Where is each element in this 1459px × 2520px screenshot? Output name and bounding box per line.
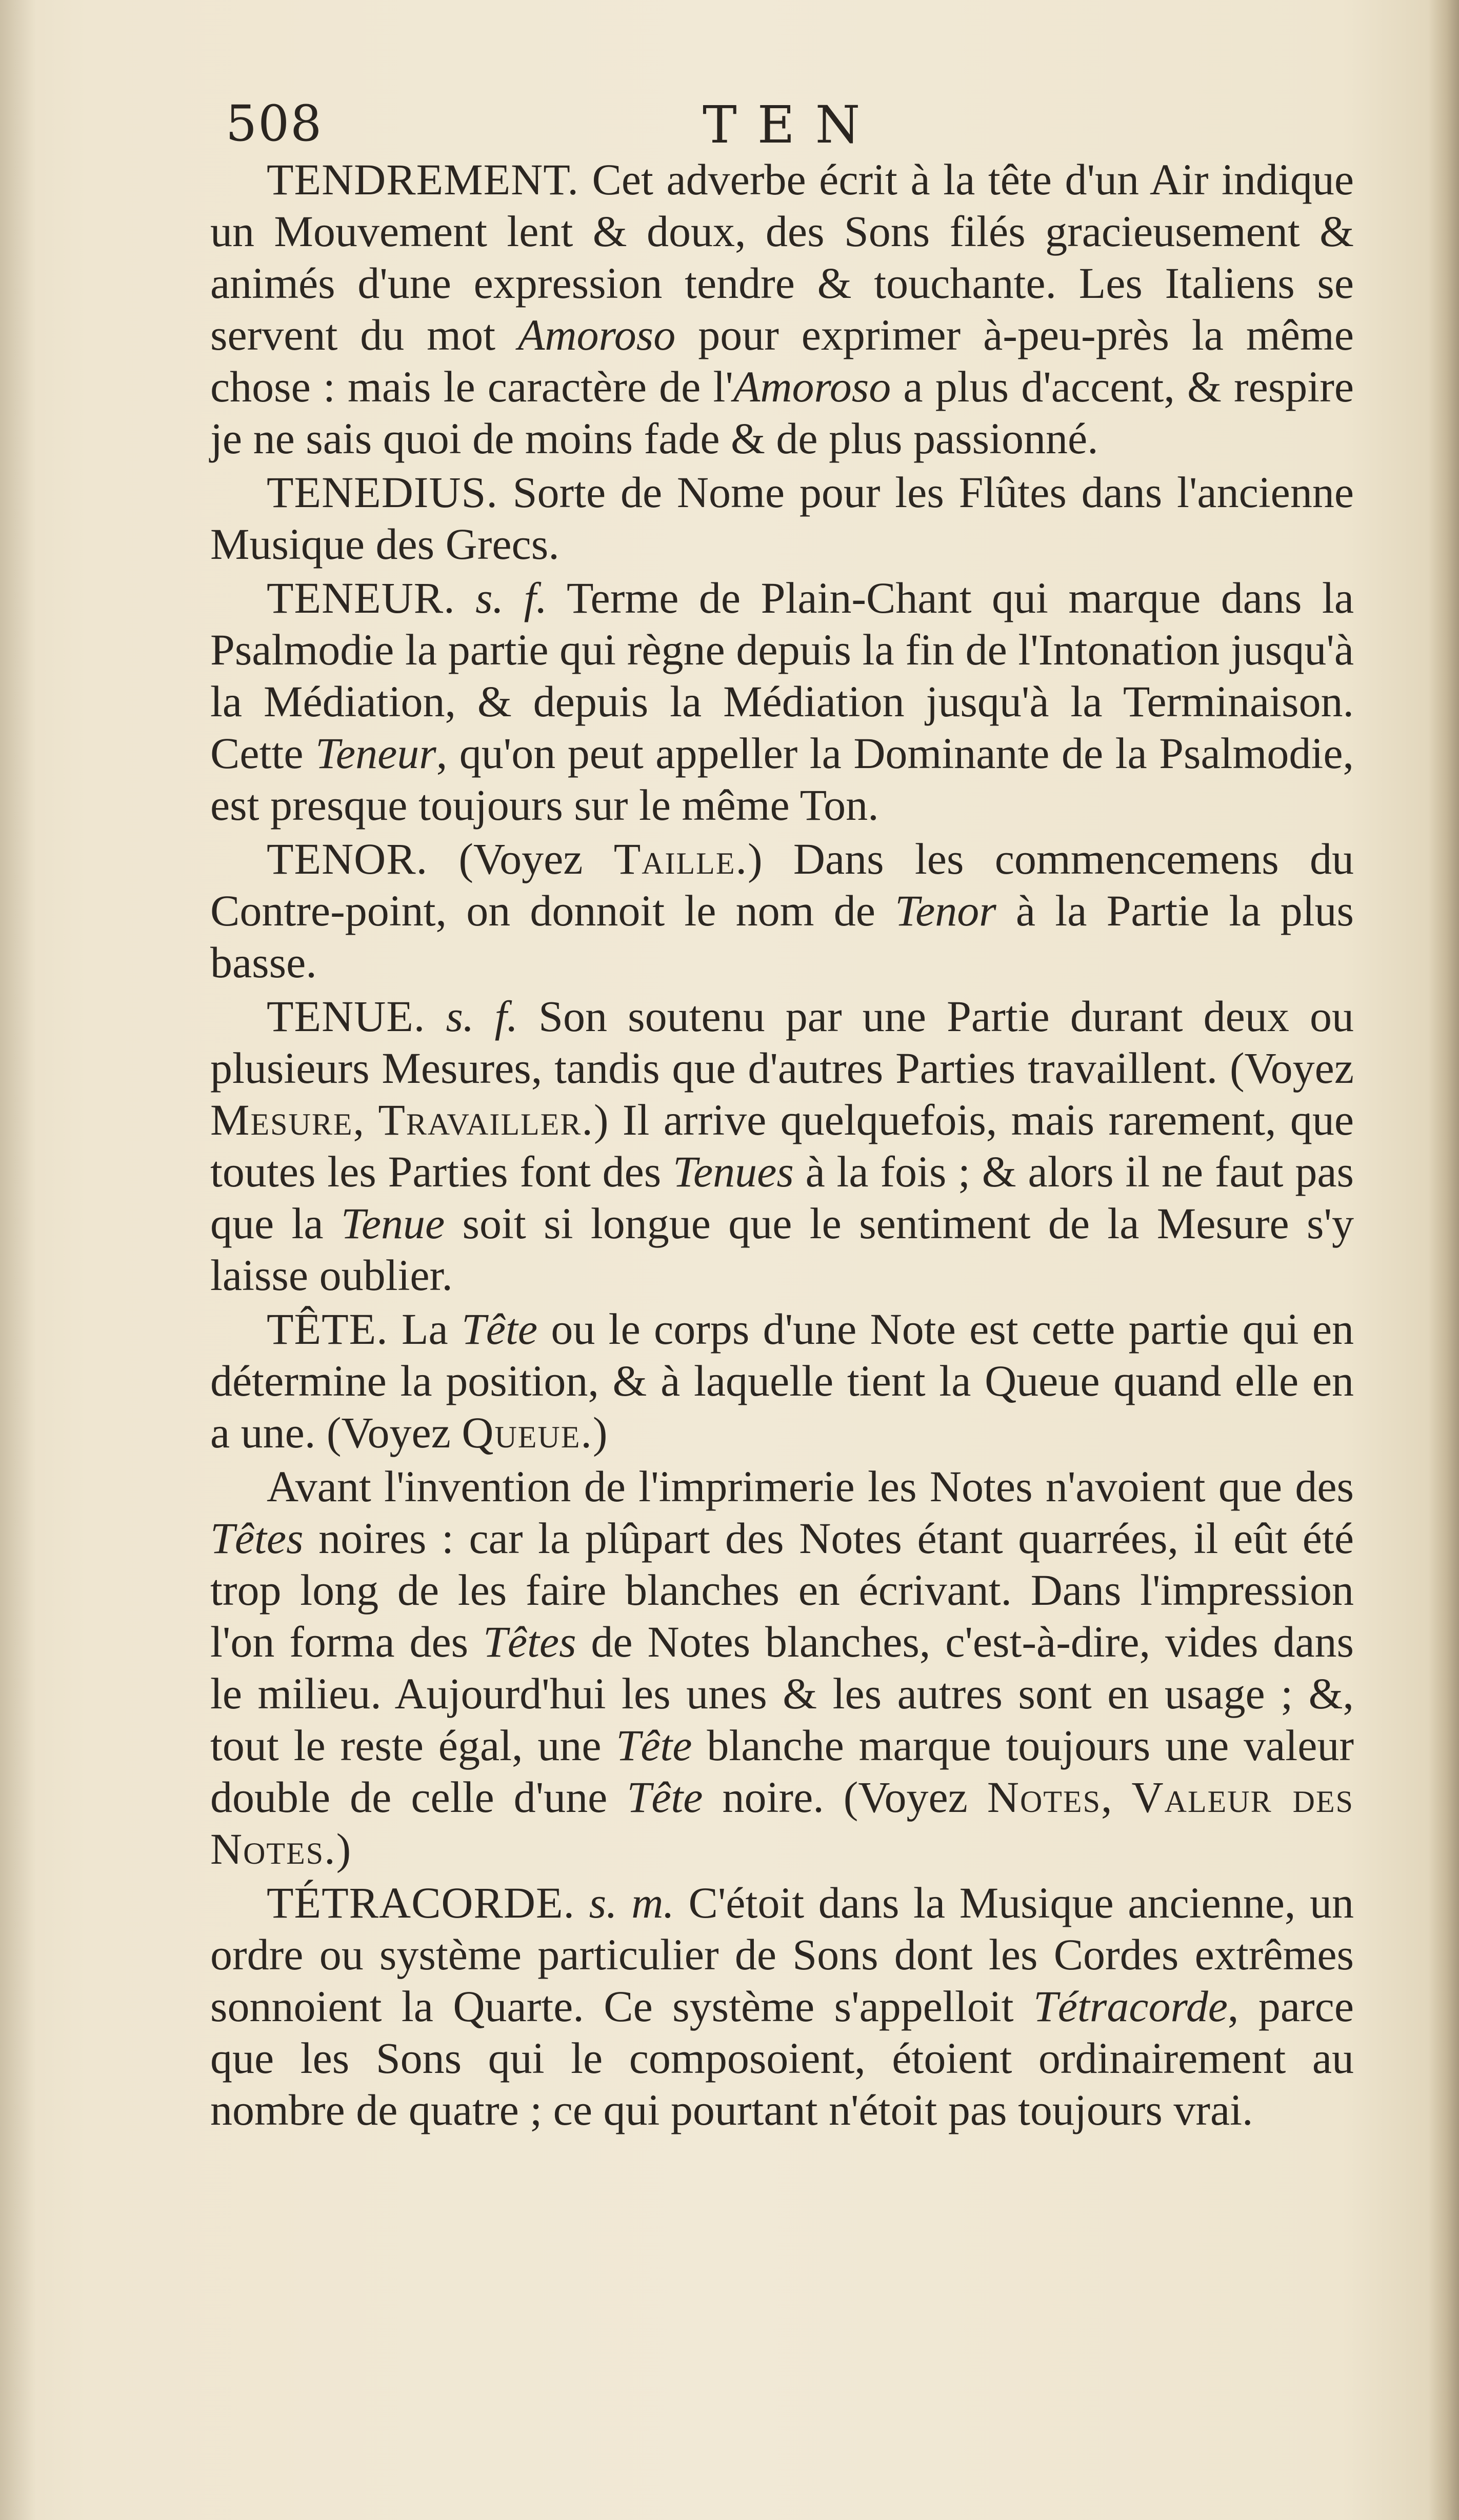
- entry-text: ou le corps d'une Note est cette partie qui en détermine la position, & à laquelle tient la Queue quand elle en a une. (Voyez: [210, 1304, 1354, 1457]
- headword: TENEUR.: [267, 573, 455, 622]
- entry-tetracorde: [210, 1877, 1354, 2136]
- entry-tete-continued: [210, 1461, 1354, 1875]
- entry-text: , qu'on peut appeller la Dominante de la Psalmodie, est presque toujours sur le même Ton.: [210, 729, 1354, 830]
- body-text: [210, 154, 1354, 2138]
- page-number: 508: [226, 95, 323, 152]
- entry-text: (Voyez: [428, 834, 614, 883]
- running-head: TEN: [703, 95, 881, 155]
- italic-term: Amoroso: [517, 310, 676, 359]
- cross-reference: Valeur des Notes.: [210, 1772, 1354, 1873]
- entry-tenue: [210, 991, 1354, 1301]
- italic-term: Tête: [616, 1721, 692, 1770]
- entry-tenor: [210, 833, 1354, 989]
- italic-term: Tête: [461, 1304, 538, 1354]
- grammar-label: s. f.: [455, 573, 548, 622]
- page-gutter-shadow: [0, 0, 36, 2520]
- headword: TÉTRACORDE.: [267, 1878, 575, 1927]
- italic-term: Têtes: [483, 1617, 576, 1666]
- headword: TENDREMENT.: [267, 155, 579, 204]
- italic-term: Tenor: [895, 886, 996, 935]
- headword: TENUE.: [267, 992, 426, 1041]
- cross-reference: Queue.: [462, 1408, 593, 1457]
- entry-tete: [210, 1303, 1354, 1459]
- cross-reference: Travailler.: [378, 1095, 594, 1144]
- headword: TÊTE.: [267, 1304, 388, 1354]
- headword: TENEDIUS.: [267, 468, 498, 517]
- entry-text: soit si longue que le sentiment de la Mesure s'y laisse oublier.: [210, 1199, 1354, 1300]
- cross-reference: Mesure: [210, 1095, 353, 1144]
- entry-text: ): [336, 1824, 351, 1873]
- italic-term: Tête: [627, 1772, 703, 1822]
- entry-text: Cet adverbe écrit à la tête d'un Air indique un Mouvement lent & doux, des Sons filés gracieusement & animés d'une expression tendre & touchante. Les Italiens se servent du mot: [210, 155, 1354, 359]
- italic-term: Tenues: [673, 1147, 794, 1196]
- entry-text: ,: [1101, 1772, 1132, 1822]
- page-header: [226, 85, 1374, 162]
- entry-teneur: [210, 572, 1354, 831]
- entry-text: à la fois ; & alors il ne faut pas que la: [210, 1147, 1354, 1248]
- entry-text: blanche marque toujours une valeur double de celle d'une: [210, 1721, 1354, 1822]
- entry-text: ) Dans les commencemens du Contre-point, on donnoit le nom de: [210, 834, 1354, 935]
- entry-text: noire. (Voyez: [703, 1772, 987, 1822]
- entry-text: C'étoit dans la Musique ancienne, un ordre ou système particulier de Sons dont les Cordes extrêmes sonnoient la Quarte. Ce système s'appelloit: [210, 1878, 1354, 2031]
- entry-text: Terme de Plain-Chant qui marque dans la Psalmodie la partie qui règne depuis la fin de l'Intonation jusqu'à la Médiation, & depuis la Médiation jusqu'à la Terminaison. Cette: [210, 573, 1354, 778]
- entry-text: Avant l'invention de l'imprimerie les Notes n'avoient que des: [267, 1462, 1354, 1511]
- cross-reference: Taille.: [613, 834, 748, 883]
- entry-text: à la Partie la plus basse.: [210, 886, 1354, 987]
- entry-text: Sorte de Nome pour les Flûtes dans l'ancienne Musique des Grecs.: [210, 468, 1354, 569]
- entry-text: La: [388, 1304, 462, 1354]
- entry-text: Son soutenu par une Partie durant deux ou plusieurs Mesures, tandis que d'autres Parties travaillent. (Voyez: [210, 992, 1354, 1093]
- entry-text: ,: [353, 1095, 378, 1144]
- italic-term: Teneur: [315, 729, 436, 778]
- entry-text: pour exprimer à-peu-près la même chose : mais le caractère de l': [210, 310, 1354, 411]
- italic-term: Tétracorde: [1033, 1982, 1228, 2031]
- entry-text: ): [592, 1408, 608, 1457]
- entry-text: noires : car la plûpart des Notes étant quarrées, il eût été trop long de les faire blanches en écrivant. Dans l'impression l'on forma des: [210, 1514, 1354, 1666]
- grammar-label: s. m.: [575, 1878, 674, 1927]
- entry-tenedius: [210, 467, 1354, 570]
- grammar-label: s. f.: [425, 992, 518, 1041]
- entry-text: a plus d'accent, & respire je ne sais quoi de moins fade & de plus passionné.: [210, 362, 1354, 463]
- entry-text: , parce que les Sons qui le composoient, étoient ordinairement au nombre de quatre ; ce qui pourtant n'étoit pas toujours vrai.: [210, 1982, 1354, 2134]
- italic-term: Amoroso: [733, 362, 891, 411]
- page-edge-shadow: [1428, 0, 1459, 2520]
- italic-term: Tenue: [341, 1199, 445, 1248]
- italic-term: Têtes: [210, 1514, 304, 1563]
- entry-text: de Notes blanches, c'est-à-dire, vides dans le milieu. Aujourd'hui les unes & les autres sont en usage ; &, tout le reste égal, une: [210, 1617, 1354, 1770]
- entry-tendrement: [210, 154, 1354, 465]
- headword: TENOR.: [267, 834, 428, 883]
- entry-text: ) Il arrive quelquefois, mais rarement, que toutes les Parties font des: [210, 1095, 1354, 1196]
- cross-reference: Notes: [987, 1772, 1101, 1822]
